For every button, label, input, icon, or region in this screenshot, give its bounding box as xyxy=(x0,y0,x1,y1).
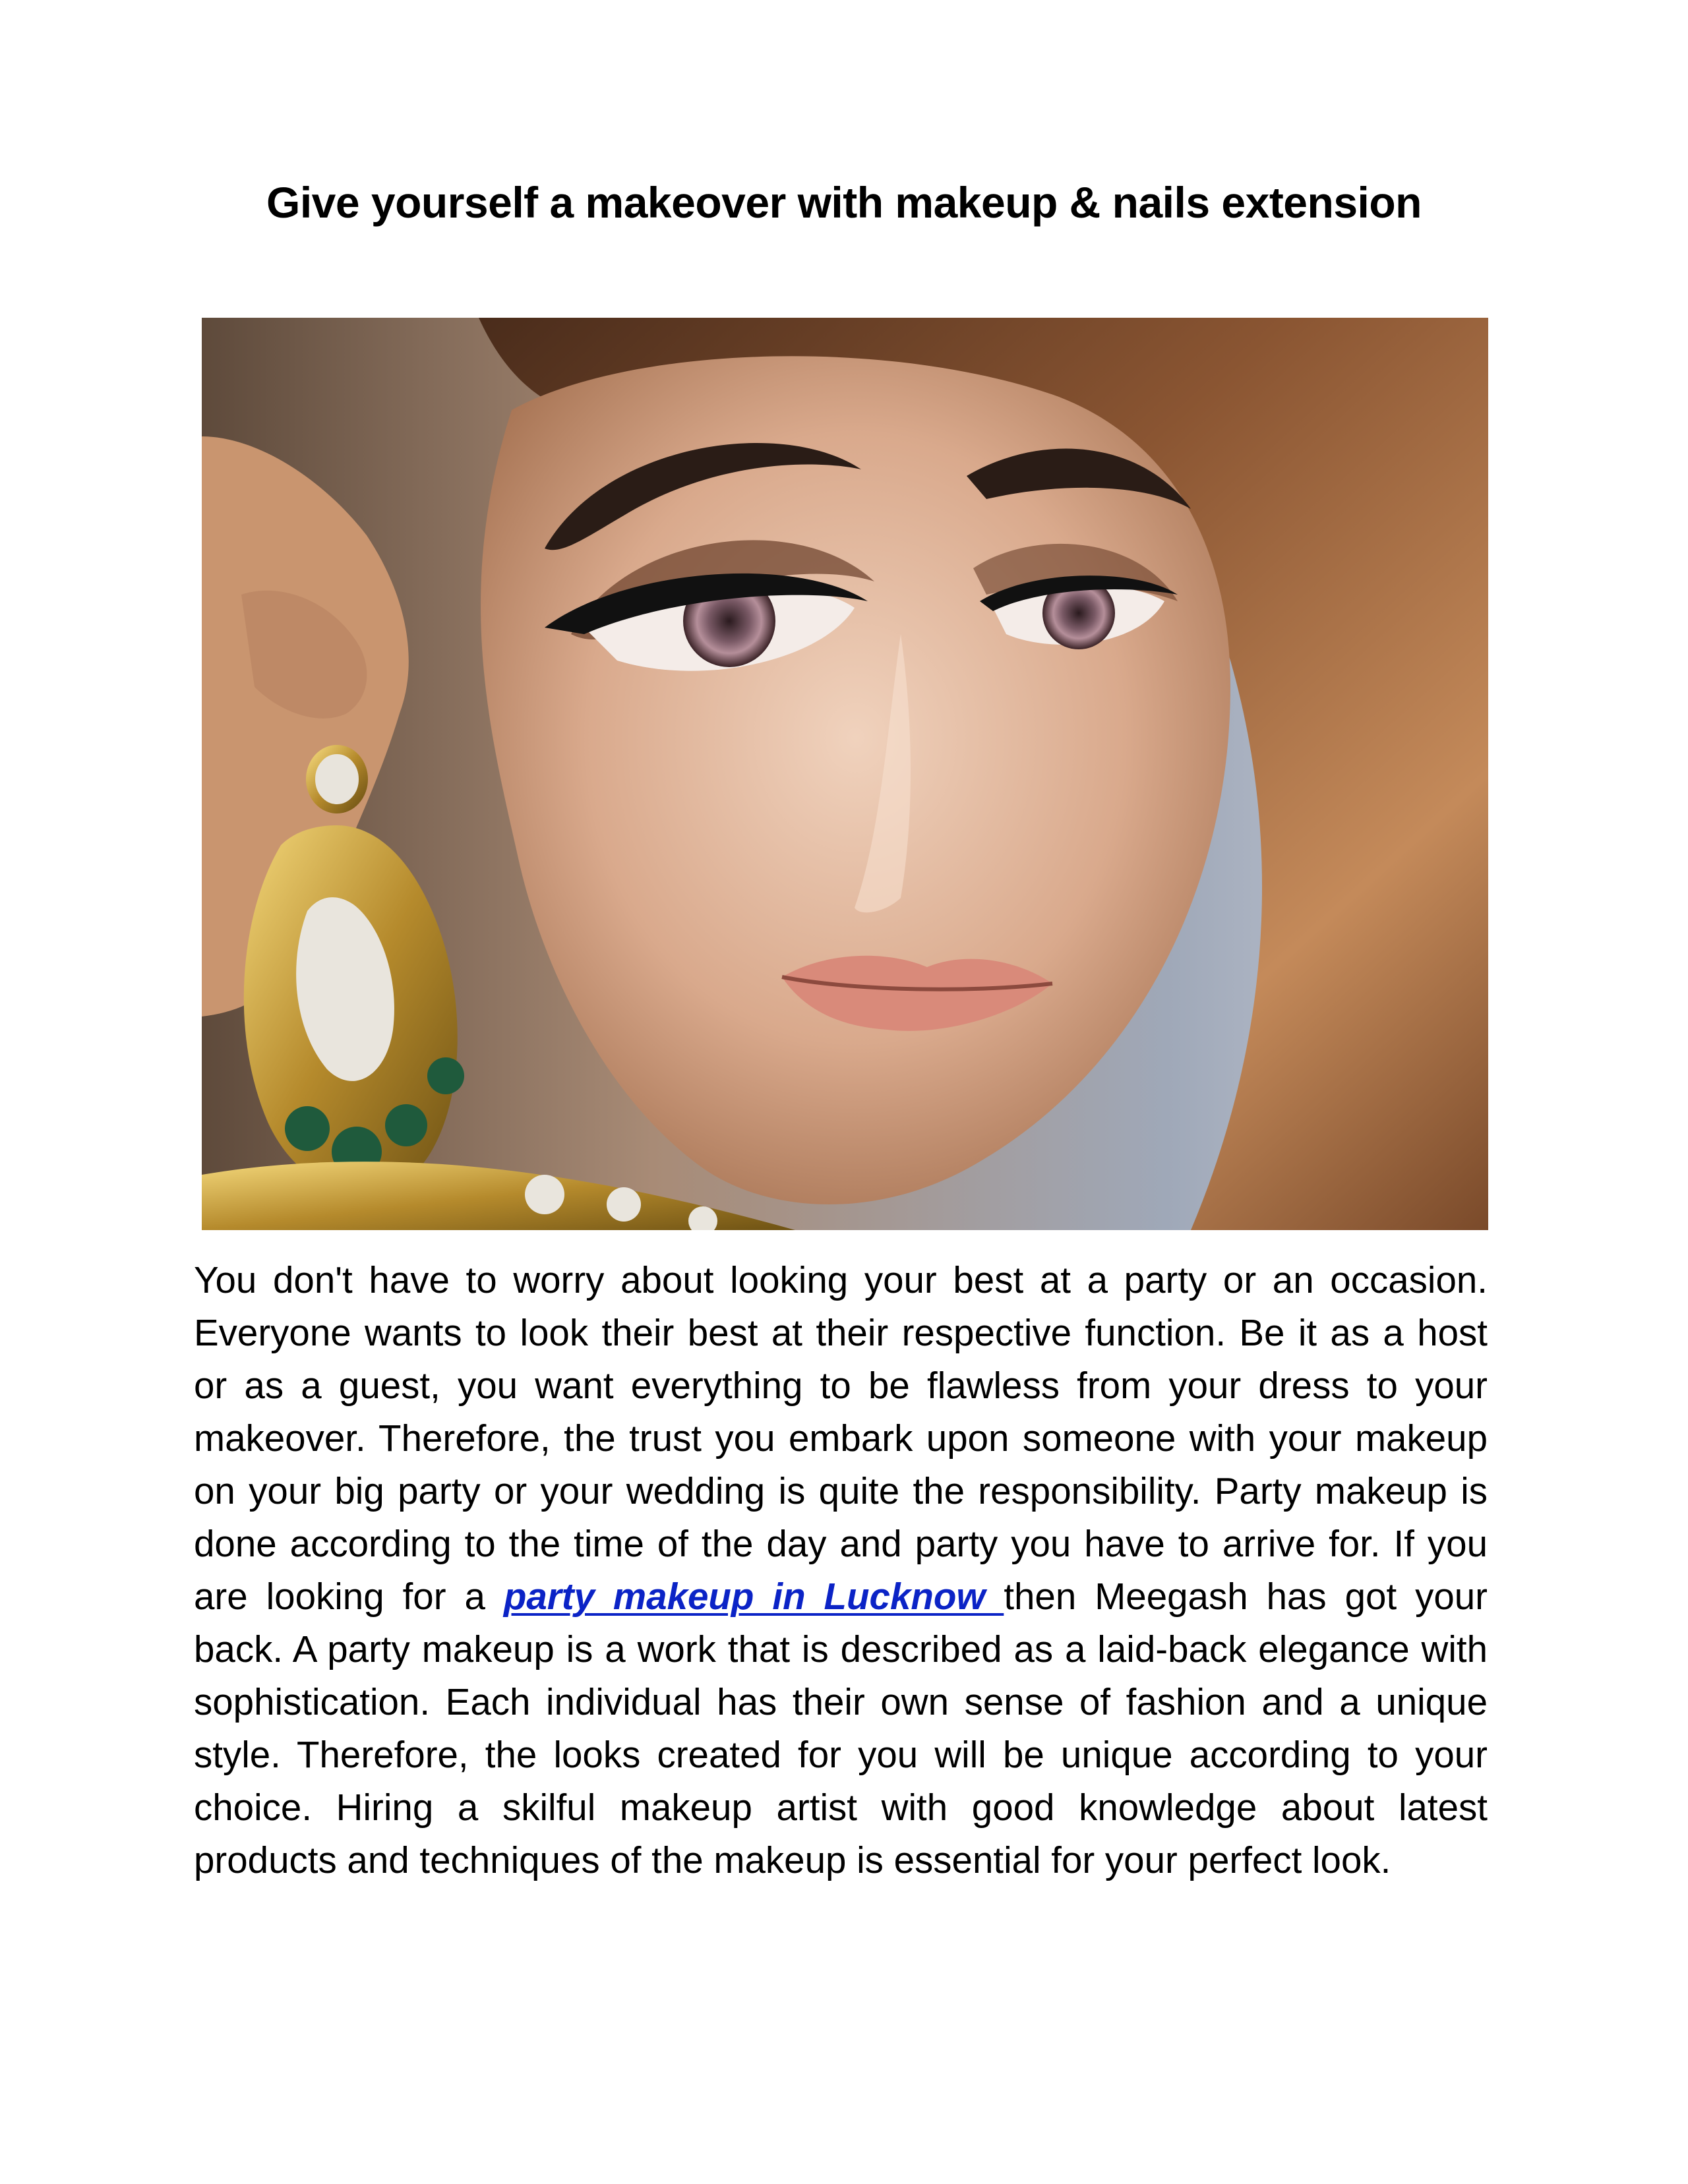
paragraph-text-before-link: You don't have to worry about looking your best at a party or an occasion. Everyone wants to look their best at their respective function. Be it as a host or as a guest, you want everything to be flawless from your dress to your makeover. Therefore, the trust you embark upon someone with your makeup on your big party or your wedding is quite the responsibility. Party makeup is done according to the time of the day and party you have to arrive for. If you are looking for a xyxy=(194,1259,1488,1617)
party-makeup-link[interactable]: party makeup in Lucknow xyxy=(503,1576,1004,1617)
makeup-photo xyxy=(202,318,1488,1230)
body-paragraph xyxy=(194,1254,1488,1887)
makeup-photo-illustration xyxy=(202,318,1488,1230)
paragraph-text-after-link: then Meegash has got your back. A party makeup is a work that is described as a laid-back elegance with sophistication. Each individual has their own sense of fashion and a unique style. Therefore, the looks created for you will be unique according to your choice. Hiring a skilful makeup artist with good knowledge about latest products and techniques of the makeup is essential for your perfect look. xyxy=(194,1576,1488,1881)
page-title: Give yourself a makeover with makeup & nails extension xyxy=(266,178,1422,227)
